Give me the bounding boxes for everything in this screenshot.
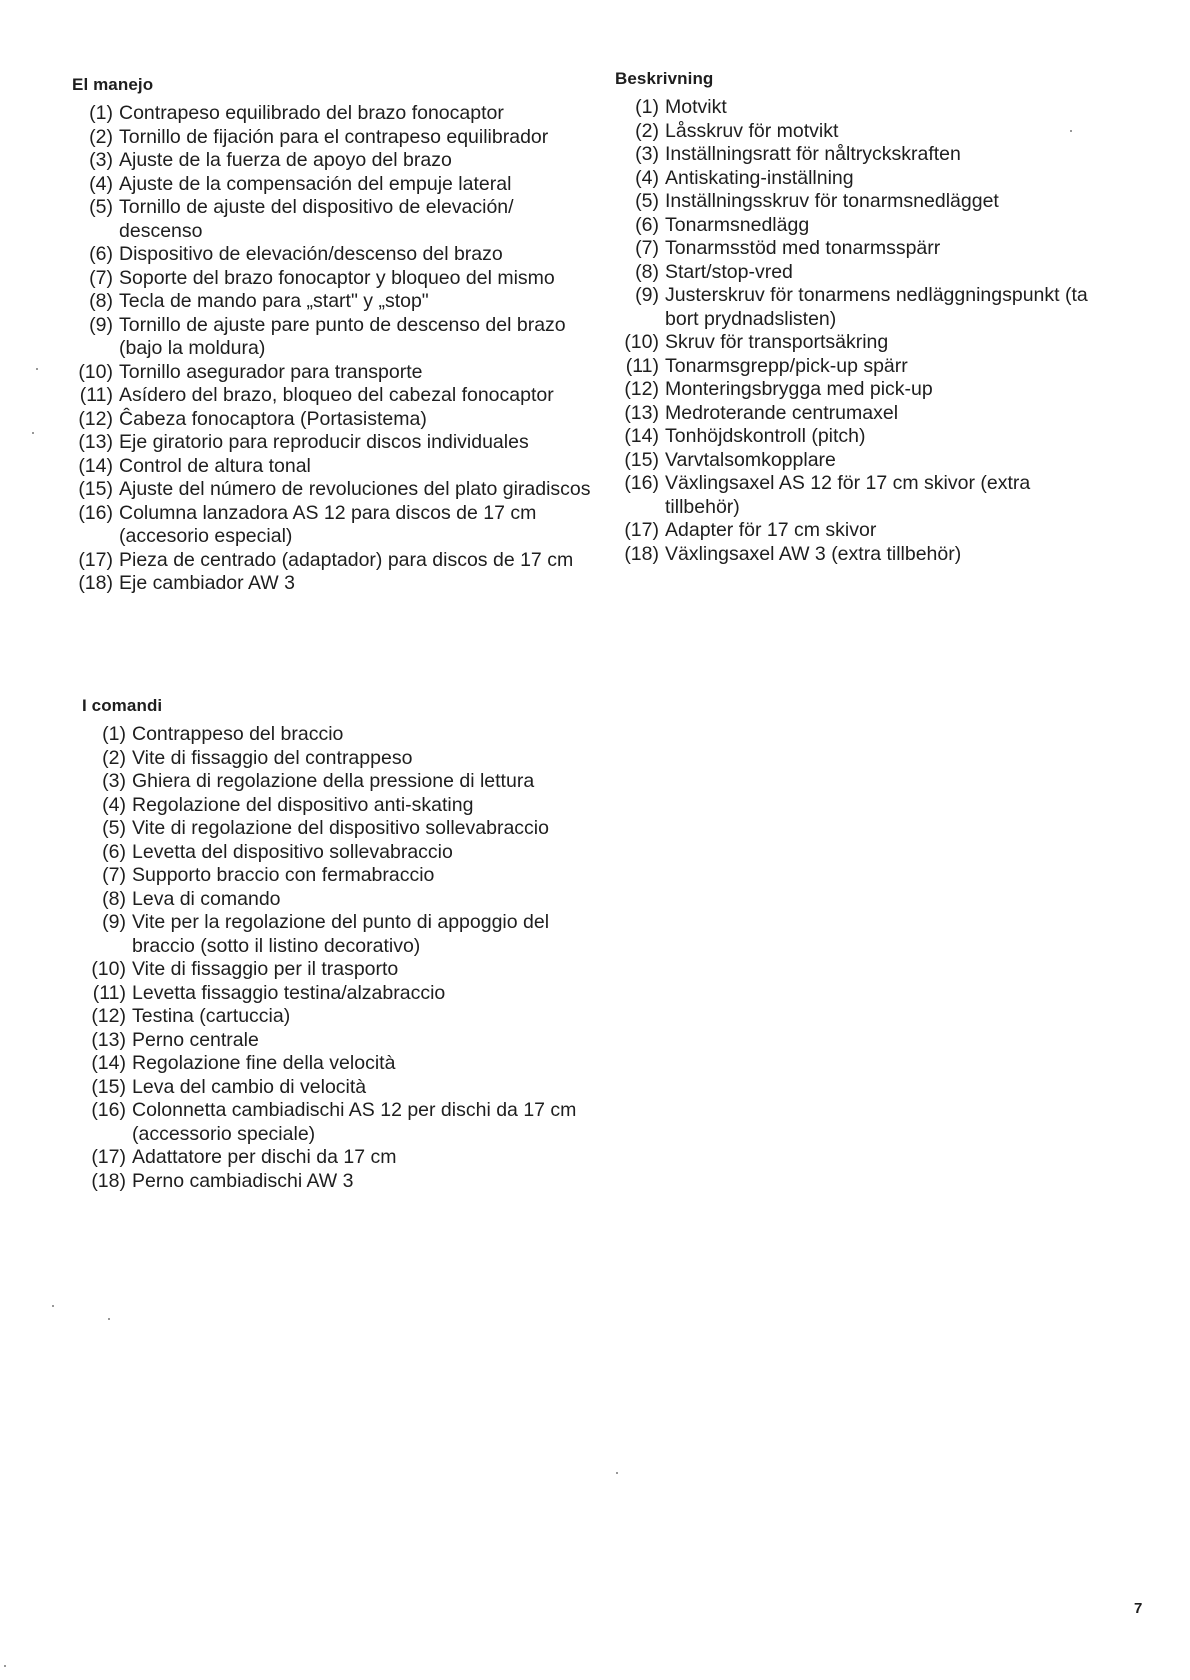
item-text: Leva del cambio di velocità	[132, 1075, 367, 1098]
item-text: Columna lanzadora AS 12 para discos de 17 cm (accesorio especial)	[119, 501, 537, 547]
item-number: (3)	[89, 149, 113, 171]
scan-speck	[52, 1305, 54, 1307]
item-text: Regolazione fine della velocità	[132, 1052, 396, 1074]
list-item	[72, 384, 592, 408]
item-number: (14)	[624, 425, 659, 447]
item-text: Leva di comando	[132, 887, 281, 910]
item-text: Tecla de mando para „start" y „stop"	[119, 290, 429, 312]
item-text: Eje cambiador AW 3	[119, 572, 295, 594]
item-number: (14)	[78, 454, 113, 477]
item-number: (2)	[635, 119, 659, 142]
list-item	[72, 267, 592, 291]
item-text: Vite per la regolazione del punto di appoggio del braccio (sotto il listino decorativo)	[132, 911, 550, 957]
item-text: Tornillo de fijación para el contrapeso equilibrador	[119, 125, 549, 148]
item-number: (17)	[78, 548, 113, 571]
item-number: (4)	[635, 166, 659, 189]
list-item	[72, 126, 592, 150]
scan-speck	[616, 1472, 618, 1474]
item-text: Control de altura tonal	[119, 454, 311, 477]
list-item	[82, 958, 602, 982]
item-number: (5)	[89, 196, 113, 218]
italian-heading: I comandi	[82, 696, 163, 715]
item-number: (13)	[91, 1028, 126, 1051]
item-number: (9)	[635, 284, 659, 306]
item-text: Varvtalsomkopplare	[665, 448, 836, 471]
item-text: Inställningsratt för nåltryckskraften	[665, 143, 961, 165]
item-text: Vite di fissaggio del contrappeso	[132, 746, 413, 769]
item-text: Pieza de centrado (adaptador) para discos de 17 cm	[119, 548, 574, 571]
list-item	[72, 502, 592, 549]
item-number: (12)	[91, 1005, 126, 1027]
item-text: Levetta del dispositivo sollevabraccio	[132, 840, 453, 863]
swedish-heading: Beskrivning	[615, 69, 714, 88]
spanish-heading: El manejo	[72, 75, 154, 94]
item-text: Contrapeso equilibrado del brazo fonocaptor	[119, 102, 504, 124]
item-text: Låsskruv för motvikt	[665, 119, 839, 142]
item-text: Ajuste de la compensación del empuje lateral	[119, 172, 512, 195]
list-item	[82, 864, 602, 888]
item-number: (18)	[91, 1169, 126, 1192]
list-item	[82, 770, 602, 794]
item-text: Medroterande centrumaxel	[665, 401, 899, 424]
item-text: Levetta fissaggio testina/alzabraccio	[132, 981, 446, 1004]
item-number: (16)	[624, 472, 659, 494]
item-text: Monteringsbrygga med pick-up	[665, 378, 933, 400]
item-text: Justerskruv för tonarmens nedläggningspunkt (ta bort prydnadslisten)	[665, 284, 1088, 330]
spanish-list	[72, 102, 592, 596]
item-number: (7)	[102, 864, 126, 886]
item-number: (18)	[624, 542, 659, 565]
item-number: (4)	[102, 793, 126, 816]
list-item	[82, 1029, 602, 1053]
item-number: (4)	[89, 172, 113, 195]
list-item	[72, 314, 592, 361]
list-item	[615, 472, 1095, 519]
item-text: Ĉabeza fonocaptora (Portasistema)	[119, 407, 427, 430]
item-text: Skruv för transportsäkring	[665, 331, 889, 353]
item-number: (13)	[78, 431, 113, 453]
list-item	[72, 549, 592, 573]
list-item	[72, 361, 592, 385]
item-text: Tonarmsstöd med tonarmsspärr	[665, 237, 941, 259]
spanish-section	[72, 75, 592, 596]
item-text: Ajuste de la fuerza de apoyo del brazo	[119, 149, 452, 171]
item-text: Tornillo de ajuste pare punto de descenso del brazo (bajo la moldura)	[119, 313, 566, 359]
list-item	[615, 237, 1095, 261]
list-item	[82, 1170, 602, 1194]
item-number: (16)	[91, 1099, 126, 1121]
item-text: Tonarmsnedlägg	[665, 213, 810, 236]
list-item	[615, 143, 1095, 167]
item-number: (10)	[78, 360, 113, 383]
scan-speck	[32, 432, 34, 434]
list-item	[615, 378, 1095, 402]
list-item	[72, 572, 592, 596]
item-number: (15)	[78, 478, 113, 500]
italian-list	[82, 723, 602, 1193]
item-number: (6)	[635, 213, 659, 236]
list-item	[82, 723, 602, 747]
list-item	[615, 519, 1095, 543]
item-text: Soporte del brazo fonocaptor y bloqueo del mismo	[119, 266, 555, 289]
item-text: Ajuste del número de revoluciones del plato giradiscos	[119, 478, 591, 500]
item-text: Tonarmsgrepp/pick-up spärr	[665, 354, 908, 377]
item-text: Tonhöjdskontroll (pitch)	[665, 425, 866, 447]
item-text: Eje giratorio para reproducir discos individuales	[119, 431, 529, 453]
item-text: Ghiera di regolazione della pressione di lettura	[132, 770, 535, 792]
list-item	[615, 284, 1095, 331]
item-number: (18)	[78, 572, 113, 594]
item-number: (7)	[89, 266, 113, 289]
item-text: Antiskating-inställning	[665, 166, 854, 189]
item-number: (2)	[102, 746, 126, 769]
item-number: (1)	[102, 723, 126, 745]
scan-speck	[1070, 130, 1072, 132]
list-item	[72, 173, 592, 197]
item-number: (17)	[91, 1146, 126, 1168]
list-item	[72, 455, 592, 479]
list-item	[615, 96, 1095, 120]
item-number: (8)	[102, 887, 126, 910]
item-number: (9)	[89, 313, 113, 336]
scan-speck	[36, 368, 38, 370]
list-item	[615, 190, 1095, 214]
list-item	[72, 290, 592, 314]
list-item	[82, 1005, 602, 1029]
item-number: (11)	[79, 384, 113, 406]
list-item	[615, 331, 1095, 355]
item-number: (6)	[102, 840, 126, 863]
item-text: Vite di fissaggio per il trasporto	[132, 958, 399, 980]
item-number: (12)	[624, 378, 659, 400]
item-text: Asídero del brazo, bloqueo del cabezal fonocaptor	[119, 384, 554, 406]
italian-section	[82, 696, 602, 1193]
list-item	[72, 478, 592, 502]
list-item	[615, 120, 1095, 144]
item-number: (12)	[78, 407, 113, 430]
item-number: (9)	[102, 911, 126, 933]
item-text: Tornillo de ajuste del dispositivo de elevación/ descenso	[119, 196, 514, 242]
item-text: Perno cambiadischi AW 3	[132, 1169, 354, 1192]
item-text: Adapter för 17 cm skivor	[665, 519, 877, 541]
item-number: (10)	[624, 331, 659, 353]
list-item	[615, 543, 1095, 567]
item-number: (7)	[635, 237, 659, 259]
item-number: (5)	[635, 190, 659, 212]
item-number: (8)	[635, 260, 659, 283]
swedish-list	[615, 96, 1095, 566]
item-number: (15)	[91, 1075, 126, 1098]
item-text: Contrappeso del braccio	[132, 723, 344, 745]
list-item	[82, 1052, 602, 1076]
item-number: (1)	[89, 102, 113, 124]
scan-speck	[108, 1318, 110, 1320]
item-number: (3)	[102, 770, 126, 792]
page-number: 7	[1134, 1600, 1143, 1617]
list-item	[615, 214, 1095, 238]
list-item	[72, 408, 592, 432]
list-item	[72, 196, 592, 243]
item-text: Adattatore per dischi da 17 cm	[132, 1146, 397, 1168]
item-number: (3)	[635, 143, 659, 165]
item-text: Vite di regolazione del dispositivo sollevabraccio	[132, 817, 549, 839]
item-number: (14)	[91, 1052, 126, 1074]
item-text: Växlingsaxel AS 12 för 17 cm skivor (extra tillbehör)	[665, 472, 1031, 518]
item-number: (13)	[624, 401, 659, 424]
list-item	[82, 817, 602, 841]
item-number: (8)	[89, 290, 113, 312]
item-text: Colonnetta cambiadischi AS 12 per dischi da 17 cm (accessorio speciale)	[132, 1099, 577, 1145]
list-item	[82, 911, 602, 958]
list-item	[72, 243, 592, 267]
item-number: (16)	[78, 501, 113, 524]
list-item	[82, 794, 602, 818]
list-item	[72, 149, 592, 173]
item-number: (2)	[89, 125, 113, 148]
item-text: Perno centrale	[132, 1028, 259, 1051]
list-item	[615, 167, 1095, 191]
list-item	[615, 425, 1095, 449]
item-number: (6)	[89, 243, 113, 265]
item-text: Regolazione del dispositivo anti-skating	[132, 793, 474, 816]
item-text: Motvikt	[665, 96, 727, 118]
list-item	[72, 431, 592, 455]
item-number: (17)	[624, 519, 659, 541]
list-item	[82, 841, 602, 865]
swedish-section	[615, 69, 1095, 566]
item-number: (11)	[625, 354, 659, 377]
list-item	[82, 888, 602, 912]
list-item	[615, 355, 1095, 379]
list-item	[615, 261, 1095, 285]
item-text: Supporto braccio con fermabraccio	[132, 864, 435, 886]
item-text: Växlingsaxel AW 3 (extra tillbehör)	[665, 542, 962, 565]
item-text: Tornillo asegurador para transporte	[119, 360, 423, 383]
list-item	[82, 982, 602, 1006]
list-item	[82, 1146, 602, 1170]
item-text: Inställningsskruv för tonarmsnedlägget	[665, 190, 999, 212]
list-item	[82, 747, 602, 771]
list-item	[615, 449, 1095, 473]
scan-speck	[4, 1665, 6, 1667]
item-text: Testina (cartuccia)	[132, 1005, 291, 1027]
item-number: (10)	[91, 958, 126, 980]
item-number: (1)	[635, 96, 659, 118]
list-item	[82, 1099, 602, 1146]
item-number: (11)	[92, 981, 126, 1004]
list-item	[615, 402, 1095, 426]
list-item	[72, 102, 592, 126]
item-number: (5)	[102, 817, 126, 839]
item-number: (15)	[624, 448, 659, 471]
item-text: Start/stop-vred	[665, 260, 793, 283]
list-item	[82, 1076, 602, 1100]
item-text: Dispositivo de elevación/descenso del brazo	[119, 243, 503, 265]
